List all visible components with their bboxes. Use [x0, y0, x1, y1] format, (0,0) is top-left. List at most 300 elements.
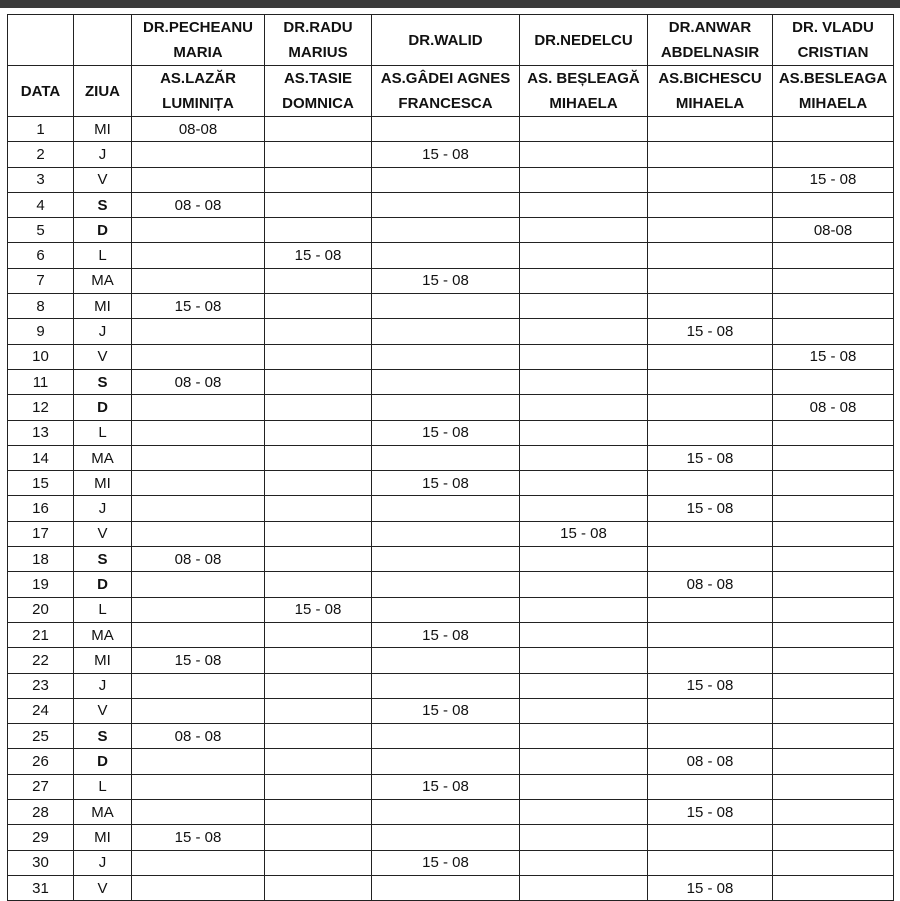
shift-cell — [648, 167, 773, 192]
shift-cell: 15 - 08 — [372, 698, 520, 723]
table-row — [8, 142, 894, 167]
doctor-header: DR.RADU MARIUS — [265, 15, 372, 66]
shift-cell — [520, 294, 648, 319]
shift-cell — [648, 192, 773, 217]
date-cell: 8 — [8, 294, 74, 319]
shift-cell: 15 - 08 — [648, 875, 773, 900]
shift-cell — [773, 850, 894, 875]
shift-cell — [648, 294, 773, 319]
shift-cell: 15 - 08 — [520, 521, 648, 546]
shift-cell: 08 - 08 — [132, 192, 265, 217]
shift-cell — [773, 496, 894, 521]
table-row — [8, 673, 894, 698]
header-cell — [74, 15, 132, 66]
day-cell: MA — [74, 622, 132, 647]
table-row — [8, 572, 894, 597]
shift-cell — [132, 344, 265, 369]
table-row — [8, 875, 894, 900]
day-cell: S — [74, 547, 132, 572]
shift-cell — [520, 875, 648, 900]
shift-cell — [773, 547, 894, 572]
shift-cell — [265, 724, 372, 749]
table-row — [8, 698, 894, 723]
date-cell: 7 — [8, 268, 74, 293]
shift-cell — [520, 218, 648, 243]
shift-cell: 15 - 08 — [265, 243, 372, 268]
date-cell: 14 — [8, 445, 74, 470]
day-cell: V — [74, 344, 132, 369]
date-cell: 31 — [8, 875, 74, 900]
shift-cell — [265, 192, 372, 217]
day-cell: MI — [74, 471, 132, 496]
shift-cell — [265, 572, 372, 597]
shift-cell — [132, 218, 265, 243]
shift-cell — [265, 395, 372, 420]
date-cell: 19 — [8, 572, 74, 597]
shift-cell — [265, 167, 372, 192]
shift-cell — [520, 825, 648, 850]
shift-cell — [132, 800, 265, 825]
shift-cell — [520, 850, 648, 875]
duty-schedule-table — [7, 14, 894, 901]
shift-cell — [773, 800, 894, 825]
shift-cell — [372, 445, 520, 470]
date-cell: 27 — [8, 774, 74, 799]
shift-cell: 15 - 08 — [372, 622, 520, 647]
shift-cell — [132, 471, 265, 496]
date-cell: 28 — [8, 800, 74, 825]
day-cell: J — [74, 142, 132, 167]
shift-cell — [265, 850, 372, 875]
date-cell: 11 — [8, 369, 74, 394]
date-cell: 1 — [8, 117, 74, 142]
shift-cell — [773, 142, 894, 167]
shift-cell — [648, 344, 773, 369]
shift-cell — [648, 597, 773, 622]
shift-cell — [265, 800, 372, 825]
date-cell: 3 — [8, 167, 74, 192]
shift-cell — [372, 117, 520, 142]
date-cell: 20 — [8, 597, 74, 622]
shift-cell — [372, 344, 520, 369]
shift-cell — [773, 622, 894, 647]
schedule-body — [8, 117, 894, 901]
date-cell: 6 — [8, 243, 74, 268]
shift-cell — [648, 471, 773, 496]
table-row — [8, 850, 894, 875]
shift-cell — [648, 117, 773, 142]
shift-cell: 15 - 08 — [372, 142, 520, 167]
shift-cell — [132, 572, 265, 597]
shift-cell — [265, 673, 372, 698]
date-cell: 10 — [8, 344, 74, 369]
shift-cell: 15 - 08 — [648, 445, 773, 470]
shift-cell — [372, 724, 520, 749]
day-cell: L — [74, 774, 132, 799]
shift-cell: 15 - 08 — [372, 420, 520, 445]
shift-cell — [648, 622, 773, 647]
day-column-header: ZIUA — [74, 66, 132, 117]
shift-cell — [132, 319, 265, 344]
day-cell: J — [74, 496, 132, 521]
shift-cell — [648, 521, 773, 546]
shift-cell — [520, 471, 648, 496]
day-cell: L — [74, 243, 132, 268]
shift-cell: 15 - 08 — [132, 294, 265, 319]
shift-cell — [520, 319, 648, 344]
doctor-header: DR.WALID — [372, 15, 520, 66]
day-cell: D — [74, 572, 132, 597]
date-cell: 22 — [8, 648, 74, 673]
date-column-header: DATA — [8, 66, 74, 117]
shift-cell — [372, 294, 520, 319]
shift-cell — [773, 294, 894, 319]
table-row — [8, 471, 894, 496]
table-row — [8, 825, 894, 850]
shift-cell — [648, 825, 773, 850]
day-cell: J — [74, 319, 132, 344]
shift-cell — [520, 167, 648, 192]
shift-cell — [132, 749, 265, 774]
shift-cell: 08 - 08 — [773, 395, 894, 420]
table-row — [8, 749, 894, 774]
date-cell: 2 — [8, 142, 74, 167]
shift-cell: 15 - 08 — [372, 850, 520, 875]
shift-cell: 08 - 08 — [132, 724, 265, 749]
shift-cell — [648, 268, 773, 293]
shift-cell — [520, 800, 648, 825]
table-row — [8, 294, 894, 319]
shift-cell: 15 - 08 — [648, 800, 773, 825]
day-cell: V — [74, 698, 132, 723]
header-cell — [8, 15, 74, 66]
shift-cell — [520, 243, 648, 268]
shift-cell — [265, 471, 372, 496]
shift-cell — [132, 420, 265, 445]
table-row — [8, 774, 894, 799]
day-cell: MI — [74, 294, 132, 319]
table-row — [8, 344, 894, 369]
shift-cell — [648, 648, 773, 673]
day-cell: D — [74, 395, 132, 420]
nurse-header: AS.BESLEAGA MIHAELA — [773, 66, 894, 117]
shift-cell — [132, 774, 265, 799]
shift-cell — [372, 521, 520, 546]
day-cell: J — [74, 850, 132, 875]
shift-cell — [773, 673, 894, 698]
date-cell: 26 — [8, 749, 74, 774]
shift-cell — [648, 774, 773, 799]
shift-cell: 15 - 08 — [265, 597, 372, 622]
shift-cell — [265, 420, 372, 445]
day-cell: MI — [74, 825, 132, 850]
day-cell: MI — [74, 117, 132, 142]
shift-cell — [265, 496, 372, 521]
shift-cell — [520, 420, 648, 445]
day-cell: V — [74, 521, 132, 546]
table-row — [8, 117, 894, 142]
shift-cell — [520, 547, 648, 572]
shift-cell — [773, 445, 894, 470]
shift-cell — [773, 572, 894, 597]
date-cell: 12 — [8, 395, 74, 420]
shift-cell — [265, 875, 372, 900]
shift-cell — [773, 774, 894, 799]
shift-cell — [265, 319, 372, 344]
shift-cell: 08 - 08 — [132, 547, 265, 572]
shift-cell — [372, 192, 520, 217]
nurse-header: AS.TASIE DOMNICA — [265, 66, 372, 117]
nurse-header: AS. BEȘLEAGĂ MIHAELA — [520, 66, 648, 117]
date-cell: 21 — [8, 622, 74, 647]
shift-cell — [648, 850, 773, 875]
shift-cell — [372, 395, 520, 420]
table-row — [8, 243, 894, 268]
shift-cell — [265, 825, 372, 850]
doctor-header: DR. VLADU CRISTIAN — [773, 15, 894, 66]
day-cell: S — [74, 192, 132, 217]
shift-cell — [773, 521, 894, 546]
shift-cell — [520, 724, 648, 749]
shift-cell — [520, 192, 648, 217]
table-row — [8, 167, 894, 192]
shift-cell — [265, 218, 372, 243]
shift-cell — [132, 395, 265, 420]
date-cell: 16 — [8, 496, 74, 521]
shift-cell — [372, 319, 520, 344]
shift-cell — [132, 243, 265, 268]
shift-cell — [773, 319, 894, 344]
day-cell: L — [74, 420, 132, 445]
shift-cell: 08-08 — [132, 117, 265, 142]
shift-cell — [372, 572, 520, 597]
shift-cell — [520, 648, 648, 673]
header-row-nurses — [8, 66, 894, 117]
shift-cell — [648, 243, 773, 268]
shift-cell: 15 - 08 — [648, 673, 773, 698]
day-cell: S — [74, 369, 132, 394]
shift-cell — [132, 597, 265, 622]
table-row — [8, 521, 894, 546]
shift-cell — [132, 698, 265, 723]
header-row-doctors — [8, 15, 894, 66]
shift-cell — [265, 698, 372, 723]
day-cell: V — [74, 875, 132, 900]
table-row — [8, 547, 894, 572]
table-row — [8, 622, 894, 647]
nurse-header: AS.BICHESCU MIHAELA — [648, 66, 773, 117]
date-cell: 18 — [8, 547, 74, 572]
day-cell: J — [74, 673, 132, 698]
shift-cell — [372, 749, 520, 774]
shift-cell — [773, 192, 894, 217]
shift-cell — [773, 875, 894, 900]
table-row — [8, 218, 894, 243]
shift-cell — [773, 268, 894, 293]
shift-cell — [372, 243, 520, 268]
day-cell: MA — [74, 445, 132, 470]
shift-cell — [372, 496, 520, 521]
date-cell: 25 — [8, 724, 74, 749]
shift-cell: 08-08 — [773, 218, 894, 243]
shift-cell — [520, 597, 648, 622]
shift-cell: 15 - 08 — [773, 344, 894, 369]
shift-cell — [372, 218, 520, 243]
shift-cell — [132, 622, 265, 647]
shift-cell — [265, 521, 372, 546]
table-row — [8, 268, 894, 293]
shift-cell — [773, 117, 894, 142]
date-cell: 23 — [8, 673, 74, 698]
table-row — [8, 395, 894, 420]
date-cell: 17 — [8, 521, 74, 546]
shift-cell — [648, 142, 773, 167]
shift-cell — [520, 496, 648, 521]
shift-cell — [520, 369, 648, 394]
doctor-header: DR.NEDELCU — [520, 15, 648, 66]
day-cell: V — [74, 167, 132, 192]
table-row — [8, 369, 894, 394]
shift-cell — [132, 445, 265, 470]
shift-cell: 15 - 08 — [648, 496, 773, 521]
nurse-header: AS.GÂDEI AGNES FRANCESCA — [372, 66, 520, 117]
shift-cell — [773, 420, 894, 445]
table-row — [8, 192, 894, 217]
table-row — [8, 648, 894, 673]
shift-cell — [773, 597, 894, 622]
shift-cell — [372, 547, 520, 572]
shift-cell — [773, 724, 894, 749]
shift-cell: 15 - 08 — [372, 471, 520, 496]
shift-cell — [372, 825, 520, 850]
shift-cell — [132, 496, 265, 521]
shift-cell — [372, 369, 520, 394]
shift-cell — [520, 622, 648, 647]
shift-cell — [773, 749, 894, 774]
shift-cell — [520, 142, 648, 167]
shift-cell — [265, 622, 372, 647]
shift-cell — [520, 395, 648, 420]
date-cell: 24 — [8, 698, 74, 723]
shift-cell — [773, 369, 894, 394]
shift-cell — [520, 344, 648, 369]
day-cell: D — [74, 749, 132, 774]
table-row — [8, 319, 894, 344]
shift-cell — [372, 648, 520, 673]
shift-cell — [372, 800, 520, 825]
shift-cell — [648, 698, 773, 723]
shift-cell — [520, 268, 648, 293]
shift-cell: 08 - 08 — [132, 369, 265, 394]
shift-cell — [372, 597, 520, 622]
shift-cell — [648, 547, 773, 572]
shift-cell — [132, 673, 265, 698]
shift-cell — [265, 749, 372, 774]
doctor-header: DR.PECHEANU MARIA — [132, 15, 265, 66]
shift-cell — [132, 850, 265, 875]
shift-cell — [265, 117, 372, 142]
shift-cell — [520, 698, 648, 723]
shift-cell — [520, 749, 648, 774]
shift-cell: 15 - 08 — [648, 319, 773, 344]
doctor-header: DR.ANWAR ABDELNASIR — [648, 15, 773, 66]
table-row — [8, 597, 894, 622]
shift-cell: 08 - 08 — [648, 572, 773, 597]
date-cell: 29 — [8, 825, 74, 850]
shift-cell: 15 - 08 — [132, 648, 265, 673]
shift-cell — [773, 825, 894, 850]
shift-cell — [773, 648, 894, 673]
day-cell: MI — [74, 648, 132, 673]
shift-cell — [132, 521, 265, 546]
shift-cell — [132, 167, 265, 192]
date-cell: 9 — [8, 319, 74, 344]
shift-cell — [372, 167, 520, 192]
day-cell: L — [74, 597, 132, 622]
shift-cell: 15 - 08 — [773, 167, 894, 192]
shift-cell: 15 - 08 — [372, 268, 520, 293]
shift-cell — [648, 724, 773, 749]
day-cell: D — [74, 218, 132, 243]
shift-cell — [265, 774, 372, 799]
shift-cell — [265, 268, 372, 293]
shift-cell — [520, 673, 648, 698]
shift-cell — [265, 547, 372, 572]
table-row — [8, 724, 894, 749]
shift-cell — [265, 294, 372, 319]
shift-cell — [773, 471, 894, 496]
shift-cell — [520, 572, 648, 597]
shift-cell: 15 - 08 — [132, 825, 265, 850]
shift-cell — [648, 420, 773, 445]
day-cell: MA — [74, 800, 132, 825]
table-row — [8, 420, 894, 445]
shift-cell — [132, 268, 265, 293]
shift-cell: 15 - 08 — [372, 774, 520, 799]
shift-cell — [132, 875, 265, 900]
shift-cell — [265, 369, 372, 394]
shift-cell — [372, 673, 520, 698]
date-cell: 4 — [8, 192, 74, 217]
date-cell: 30 — [8, 850, 74, 875]
shift-cell — [648, 369, 773, 394]
shift-cell — [773, 243, 894, 268]
nurse-header: AS.LAZĂR LUMINIȚA — [132, 66, 265, 117]
shift-cell — [372, 875, 520, 900]
shift-cell — [265, 445, 372, 470]
day-cell: S — [74, 724, 132, 749]
shift-cell — [265, 648, 372, 673]
shift-cell — [520, 445, 648, 470]
table-row — [8, 800, 894, 825]
shift-cell — [520, 774, 648, 799]
shift-cell — [648, 218, 773, 243]
shift-cell — [773, 698, 894, 723]
shift-cell: 08 - 08 — [648, 749, 773, 774]
table-row — [8, 445, 894, 470]
shift-cell — [132, 142, 265, 167]
shift-cell — [265, 344, 372, 369]
top-edge-bar — [0, 0, 900, 8]
shift-cell — [648, 395, 773, 420]
date-cell: 5 — [8, 218, 74, 243]
date-cell: 13 — [8, 420, 74, 445]
date-cell: 15 — [8, 471, 74, 496]
shift-cell — [520, 117, 648, 142]
shift-cell — [265, 142, 372, 167]
table-row — [8, 496, 894, 521]
day-cell: MA — [74, 268, 132, 293]
